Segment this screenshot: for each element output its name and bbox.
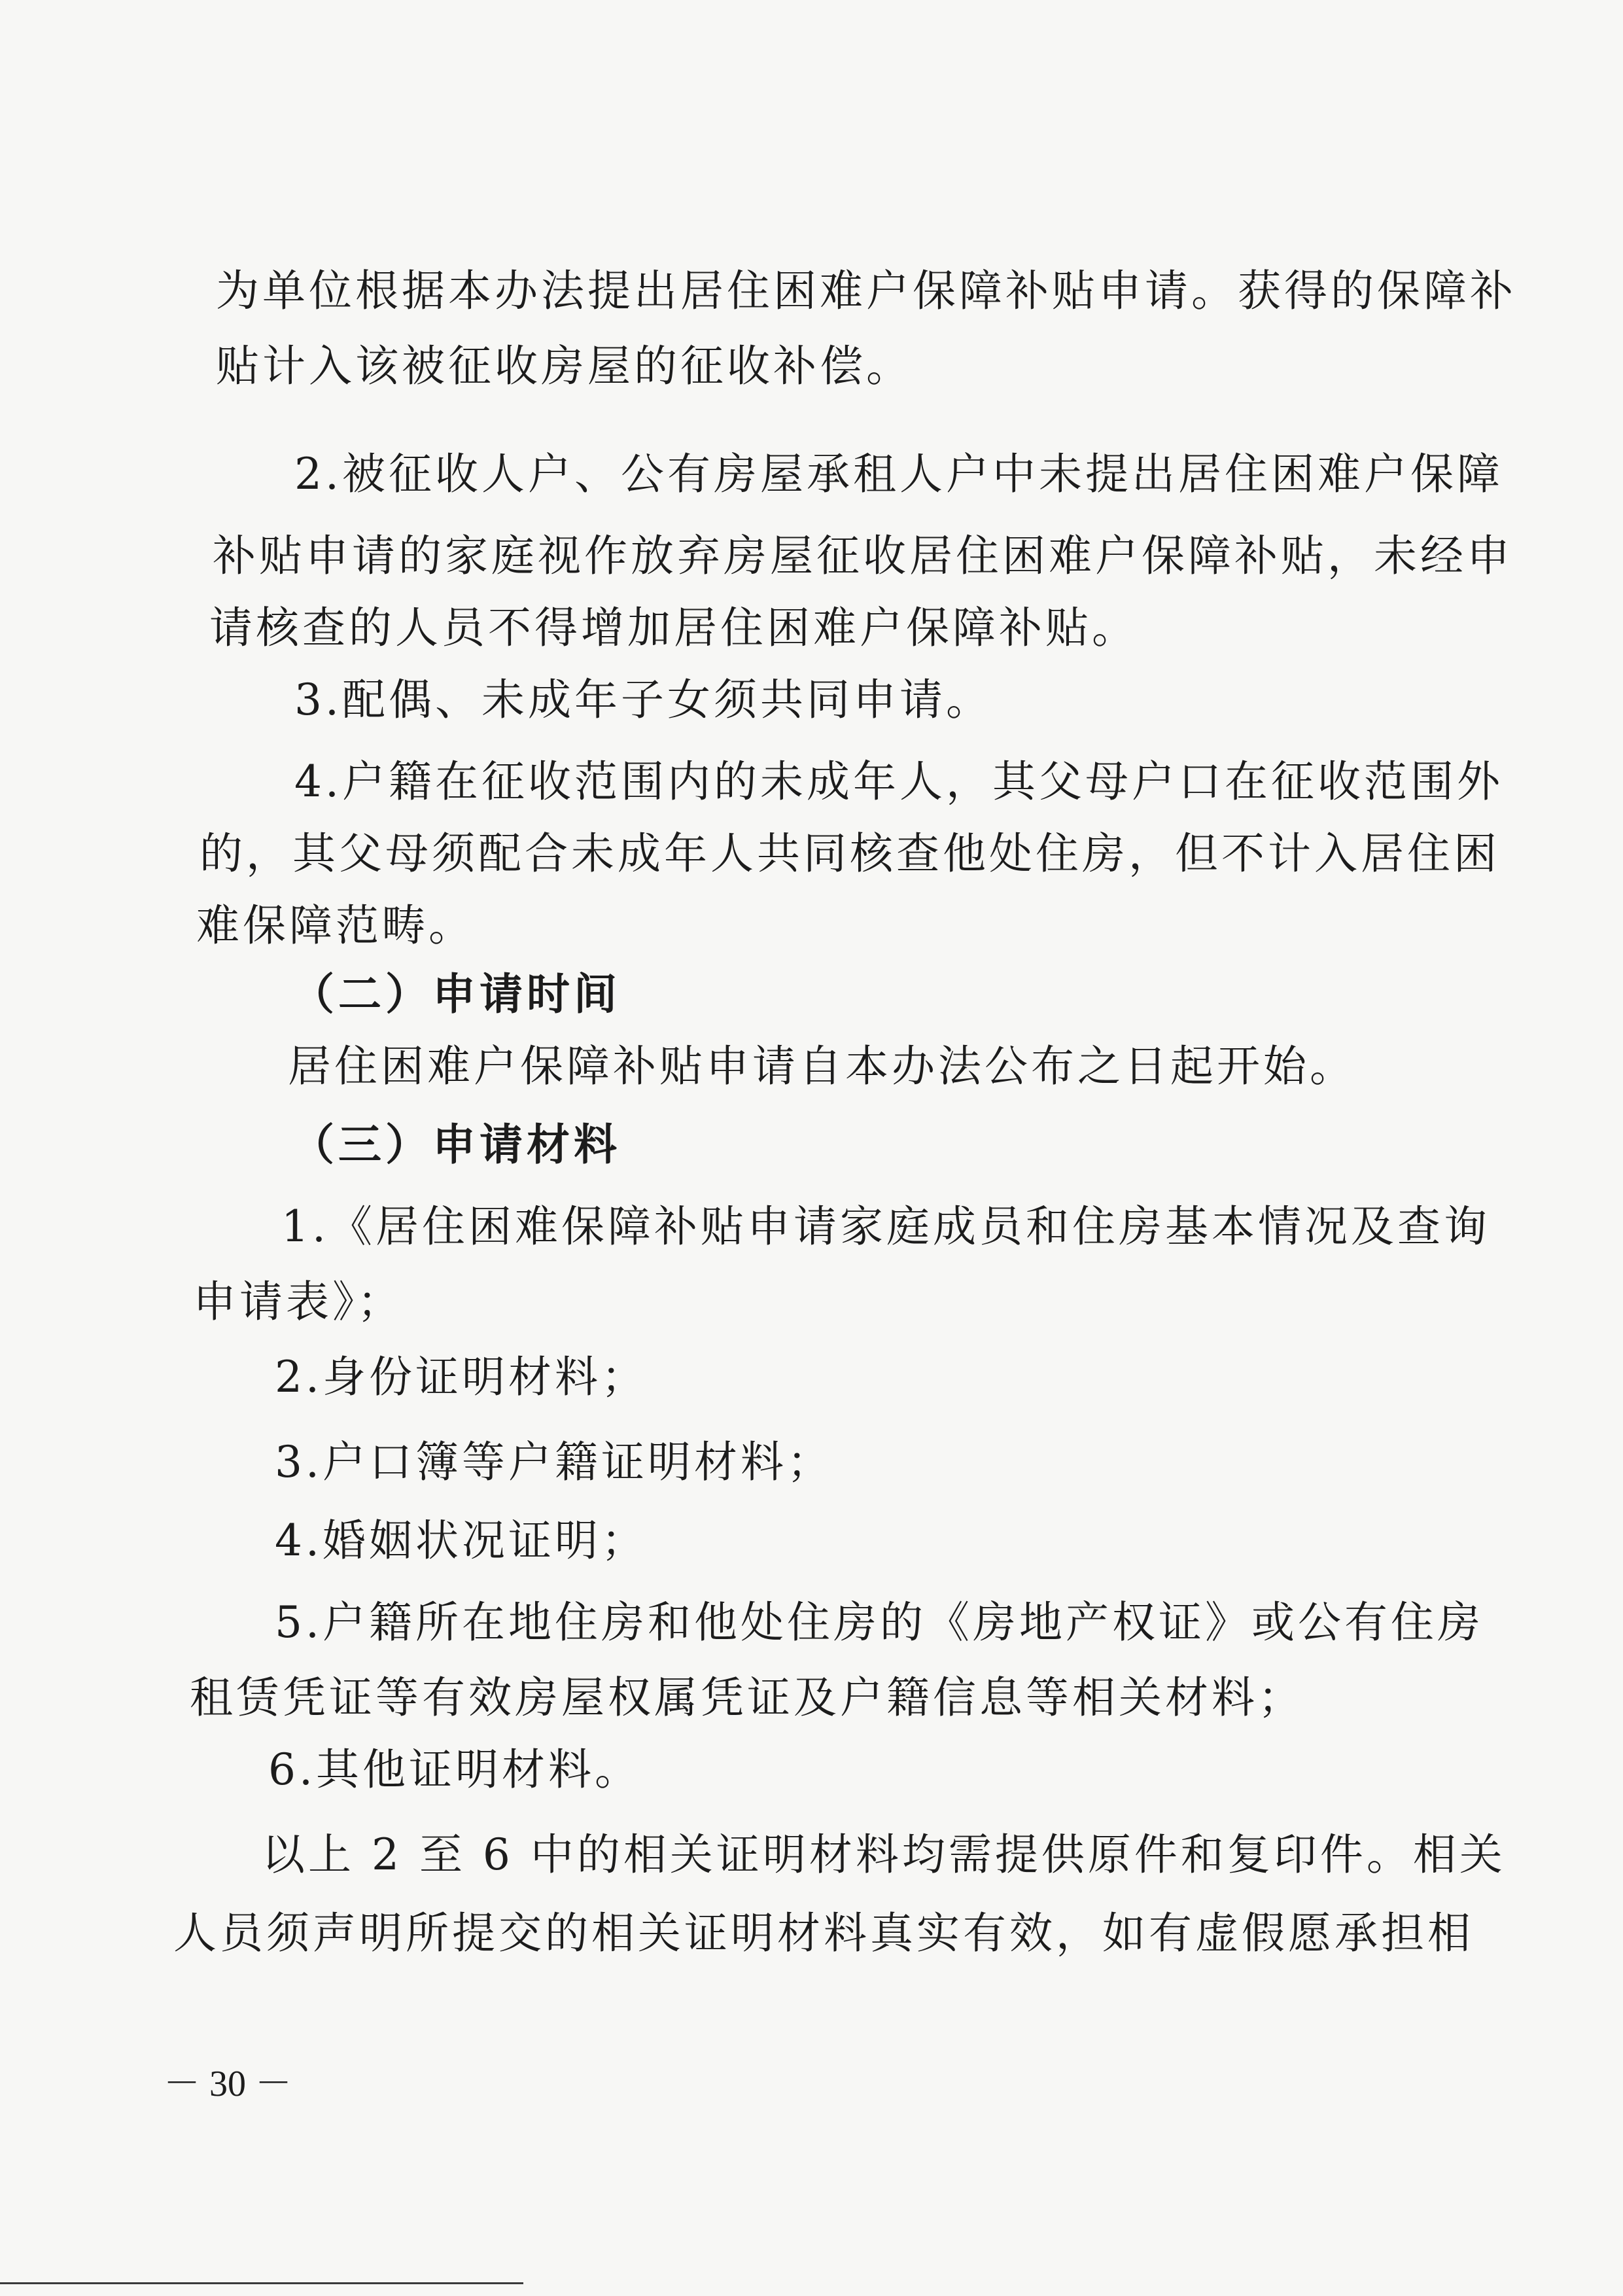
- text-line: 1.《居住困难保障补贴申请家庭成员和住房基本情况及查询: [281, 1201, 1490, 1252]
- text-line: 3.户口簿等户籍证明材料；: [275, 1437, 833, 1487]
- text-line: 难保障范畴。: [196, 900, 475, 951]
- text-line: 居住困难户保障补贴申请自本办法公布之日起开始。: [288, 1041, 1356, 1091]
- section-heading-application-time: （二）申请时间: [291, 969, 621, 1019]
- text-line: 请核查的人员不得增加居住困难户保障补贴。: [209, 603, 1138, 653]
- text-line: 4.婚姻状况证明；: [275, 1515, 648, 1566]
- text-line: 贴计入该被征收房屋的征收补偿。: [216, 341, 913, 391]
- text-line: 6.其他证明材料。: [268, 1744, 641, 1795]
- text-line: 的，其父母须配合未成年人共同核查他处住房，但不计入居住困: [200, 828, 1500, 879]
- section-heading-application-materials: （三）申请材料: [291, 1120, 621, 1170]
- text-line: 2.身份证明材料；: [275, 1352, 648, 1402]
- bottom-rule: [0, 2282, 523, 2284]
- text-line: 为单位根据本办法提出居住困难户保障补贴申请。获得的保障补: [216, 266, 1516, 316]
- text-line: 3.配偶、未成年子女须共同申请。: [294, 675, 992, 725]
- text-line: 租赁凭证等有效房屋权属凭证及户籍信息等相关材料；: [190, 1672, 1304, 1723]
- text-line: 人员须声明所提交的相关证明材料真实有效，如有虚假愿承担相: [173, 1908, 1474, 1958]
- text-line: 以上 2 至 6 中的相关证明材料均需提供原件和复印件。相关: [262, 1829, 1506, 1880]
- text-line: 5.户籍所在地住房和他处住房的《房地产权证》或公有住房: [275, 1597, 1484, 1648]
- page-number: － 30 －: [164, 2064, 292, 2104]
- text-line: 4.户籍在征收范围内的未成年人，其父母户口在征收范围外: [294, 756, 1503, 807]
- text-line: 补贴申请的家庭视作放弃房屋征收居住困难户保障补贴，未经申: [213, 531, 1513, 581]
- text-line: 申请表》；: [193, 1277, 404, 1327]
- text-line: 2.被征收人户、公有房屋承租人户中未提出居住困难户保障: [294, 449, 1503, 499]
